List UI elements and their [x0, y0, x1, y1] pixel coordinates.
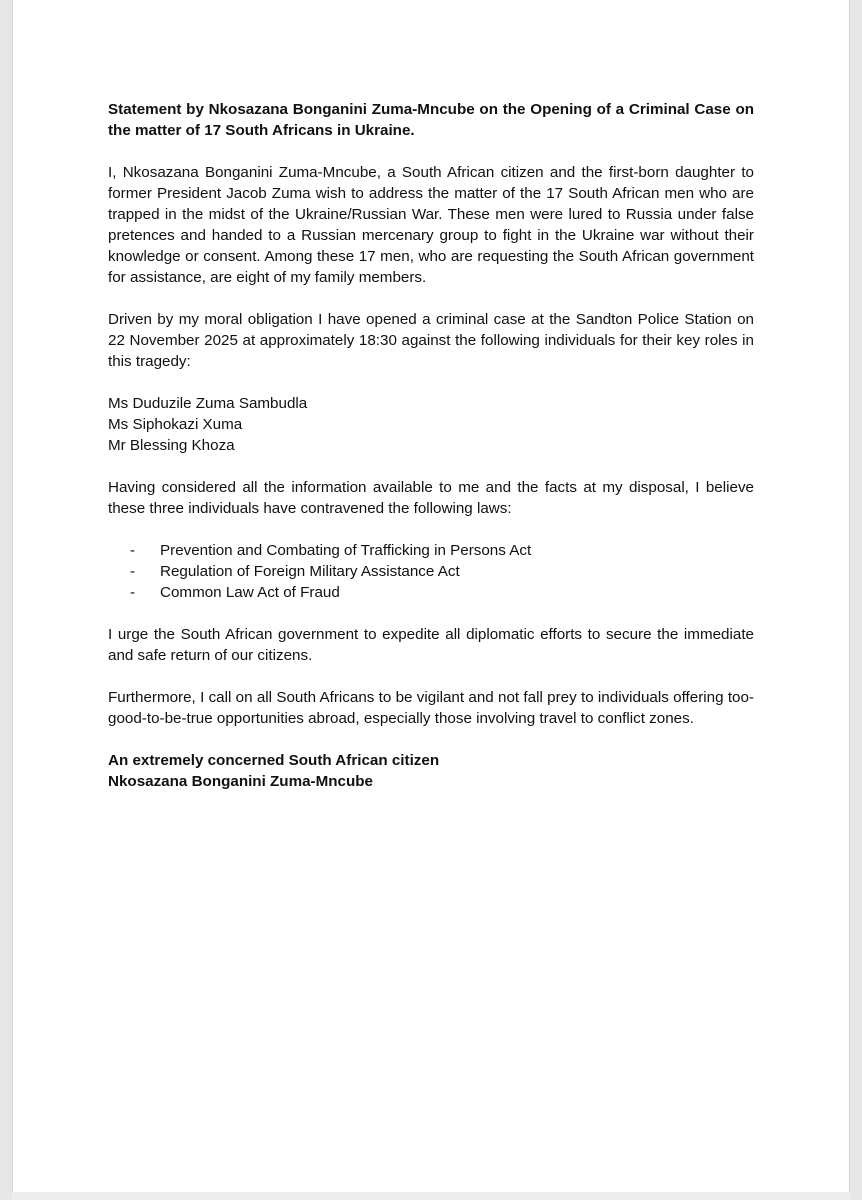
individuals-list — [108, 393, 754, 456]
law-item — [108, 582, 754, 603]
scan-edge-bottom — [12, 1192, 850, 1200]
signature-name: Nkosazana Bonganini Zuma-Mncube — [108, 773, 373, 790]
laws-intro-paragraph: Having considered all the information available to me and the facts at my disposal, I believe these three individuals have contravened the following laws: — [108, 479, 754, 517]
individual-name: Mr Blessing Khoza — [108, 437, 235, 454]
law-item — [108, 561, 754, 582]
case-paragraph: Driven by my moral obligation I have opened a criminal case at the Sandton Police Station on 22 November 2025 at approximately 18:30 against the following individuals for their key roles in this tragedy: — [108, 311, 754, 370]
document-page — [108, 99, 754, 792]
laws-list — [108, 540, 754, 603]
bullet-dash: - — [130, 542, 136, 559]
law-text: Prevention and Combating of Trafficking in Persons Act — [160, 542, 532, 559]
individual-name: Ms Duduzile Zuma Sambudla — [108, 395, 308, 412]
law-text: Regulation of Foreign Military Assistance Act — [160, 563, 460, 580]
scan-edge-left — [0, 0, 13, 1200]
law-item — [108, 540, 754, 561]
call-paragraph: Furthermore, I call on all South Africans to be vigilant and not fall prey to individuals offering too-good-to-be-true opportunities abroad, especially those involving travel to conflict zones. — [108, 689, 754, 727]
signature-line-1: An extremely concerned South African citizen — [108, 752, 440, 769]
scan-edge-right — [849, 0, 862, 1200]
signature-block — [108, 750, 754, 792]
law-text: Common Law Act of Fraud — [160, 584, 340, 601]
document-title: Statement by Nkosazana Bonganini Zuma-Mncube on the Opening of a Criminal Case on the matter of 17 South Africans in Ukraine. — [108, 101, 754, 139]
bullet-dash: - — [130, 584, 136, 601]
individual-name: Ms Siphokazi Xuma — [108, 416, 243, 433]
bullet-dash: - — [130, 563, 136, 580]
intro-paragraph: I, Nkosazana Bonganini Zuma-Mncube, a South African citizen and the first-born daughter to former President Jacob Zuma wish to address the matter of the 17 South African men who are trapped in the midst of the Ukraine/Russian War. These men were lured to Russia under false pretences and handed to a Russian mercenary group to fight in the Ukraine war without their knowledge or consent. Among these 17 men, who are requesting the South African government for assistance, are eight of my family members. — [108, 164, 754, 286]
urge-paragraph: I urge the South African government to expedite all diplomatic efforts to secure the immediate and safe return of our citizens. — [108, 626, 754, 664]
